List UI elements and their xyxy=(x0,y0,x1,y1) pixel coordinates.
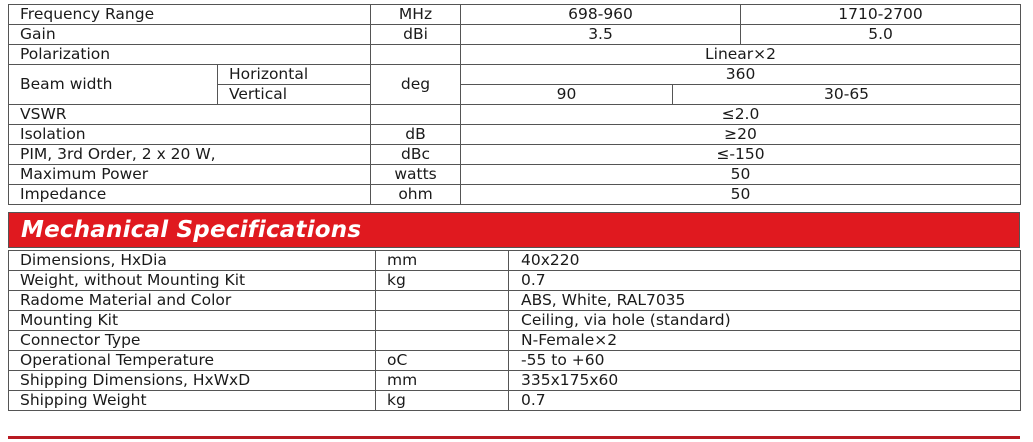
param-label: Isolation xyxy=(9,125,371,145)
sub-param-vertical: Vertical xyxy=(218,85,371,105)
footer-divider xyxy=(8,436,1020,439)
table-row xyxy=(9,125,1021,145)
value-cell: 40x220 xyxy=(509,251,1021,271)
value-cell: -55 to +60 xyxy=(509,351,1021,371)
unit-cell: watts xyxy=(371,165,461,185)
unit-cell xyxy=(376,291,509,311)
mechanical-section-header xyxy=(8,212,1020,248)
value-cell: 335x175x60 xyxy=(509,371,1021,391)
unit-cell: dBc xyxy=(371,145,461,165)
table-row xyxy=(9,291,1021,311)
unit-cell: oC xyxy=(376,351,509,371)
unit-cell: mm xyxy=(376,251,509,271)
param-label: Connector Type xyxy=(9,331,376,351)
param-label: Frequency Range xyxy=(9,5,371,25)
param-label: Mounting Kit xyxy=(9,311,376,331)
value-cell: ≤-150 xyxy=(461,145,1021,165)
unit-cell xyxy=(371,105,461,125)
table-row xyxy=(9,391,1021,411)
param-label: Impedance xyxy=(9,185,371,205)
table-row xyxy=(9,311,1021,331)
table-row xyxy=(9,185,1021,205)
param-label: Maximum Power xyxy=(9,165,371,185)
table-row xyxy=(9,165,1021,185)
table-row xyxy=(9,105,1021,125)
mechanical-specs-table xyxy=(8,250,1021,411)
value-cell: ≤2.0 xyxy=(461,105,1021,125)
param-label: Weight, without Mounting Kit xyxy=(9,271,376,291)
table-row xyxy=(9,351,1021,371)
value-cell: 0.7 xyxy=(509,391,1021,411)
value-cell: 50 xyxy=(461,165,1021,185)
value-low-band: 698-960 xyxy=(461,5,741,25)
unit-cell xyxy=(371,45,461,65)
value-cell: 0.7 xyxy=(509,271,1021,291)
value-cell: Linear×2 xyxy=(461,45,1021,65)
unit-cell: mm xyxy=(376,371,509,391)
table-row xyxy=(9,271,1021,291)
unit-cell: dB xyxy=(371,125,461,145)
sub-param-horizontal: Horizontal xyxy=(218,65,371,85)
value-cell: ≥20 xyxy=(461,125,1021,145)
value-vertical-high: 30-65 xyxy=(673,85,1021,105)
param-label: Beam width xyxy=(9,65,218,105)
value-cell: ABS, White, RAL7035 xyxy=(509,291,1021,311)
unit-cell: MHz xyxy=(371,5,461,25)
table-row xyxy=(9,65,1021,85)
param-label: VSWR xyxy=(9,105,371,125)
table-row xyxy=(9,145,1021,165)
table-row xyxy=(9,331,1021,351)
param-label: Shipping Dimensions, HxWxD xyxy=(9,371,376,391)
value-high-band: 5.0 xyxy=(741,25,1021,45)
value-horizontal: 360 xyxy=(461,65,1021,85)
param-label: Operational Temperature xyxy=(9,351,376,371)
table-row xyxy=(9,25,1021,45)
unit-cell: ohm xyxy=(371,185,461,205)
table-row xyxy=(9,371,1021,391)
unit-cell: deg xyxy=(371,65,461,105)
param-label: PIM, 3rd Order, 2 x 20 W, xyxy=(9,145,371,165)
value-low-band: 3.5 xyxy=(461,25,741,45)
unit-cell xyxy=(376,311,509,331)
section-title: Mechanical Specifications xyxy=(21,217,362,243)
unit-cell: kg xyxy=(376,271,509,291)
value-vertical-low: 90 xyxy=(461,85,673,105)
param-label: Gain xyxy=(9,25,371,45)
unit-cell xyxy=(376,331,509,351)
unit-cell: dBi xyxy=(371,25,461,45)
param-label: Radome Material and Color xyxy=(9,291,376,311)
table-row xyxy=(9,45,1021,65)
unit-cell: kg xyxy=(376,391,509,411)
value-cell: 50 xyxy=(461,185,1021,205)
table-row xyxy=(9,5,1021,25)
value-cell: Ceiling, via hole (standard) xyxy=(509,311,1021,331)
value-high-band: 1710-2700 xyxy=(741,5,1021,25)
electrical-specs-table xyxy=(8,4,1021,205)
param-label: Dimensions, HxDia xyxy=(9,251,376,271)
value-cell: N-Female×2 xyxy=(509,331,1021,351)
param-label: Shipping Weight xyxy=(9,391,376,411)
param-label: Polarization xyxy=(9,45,371,65)
table-row xyxy=(9,251,1021,271)
